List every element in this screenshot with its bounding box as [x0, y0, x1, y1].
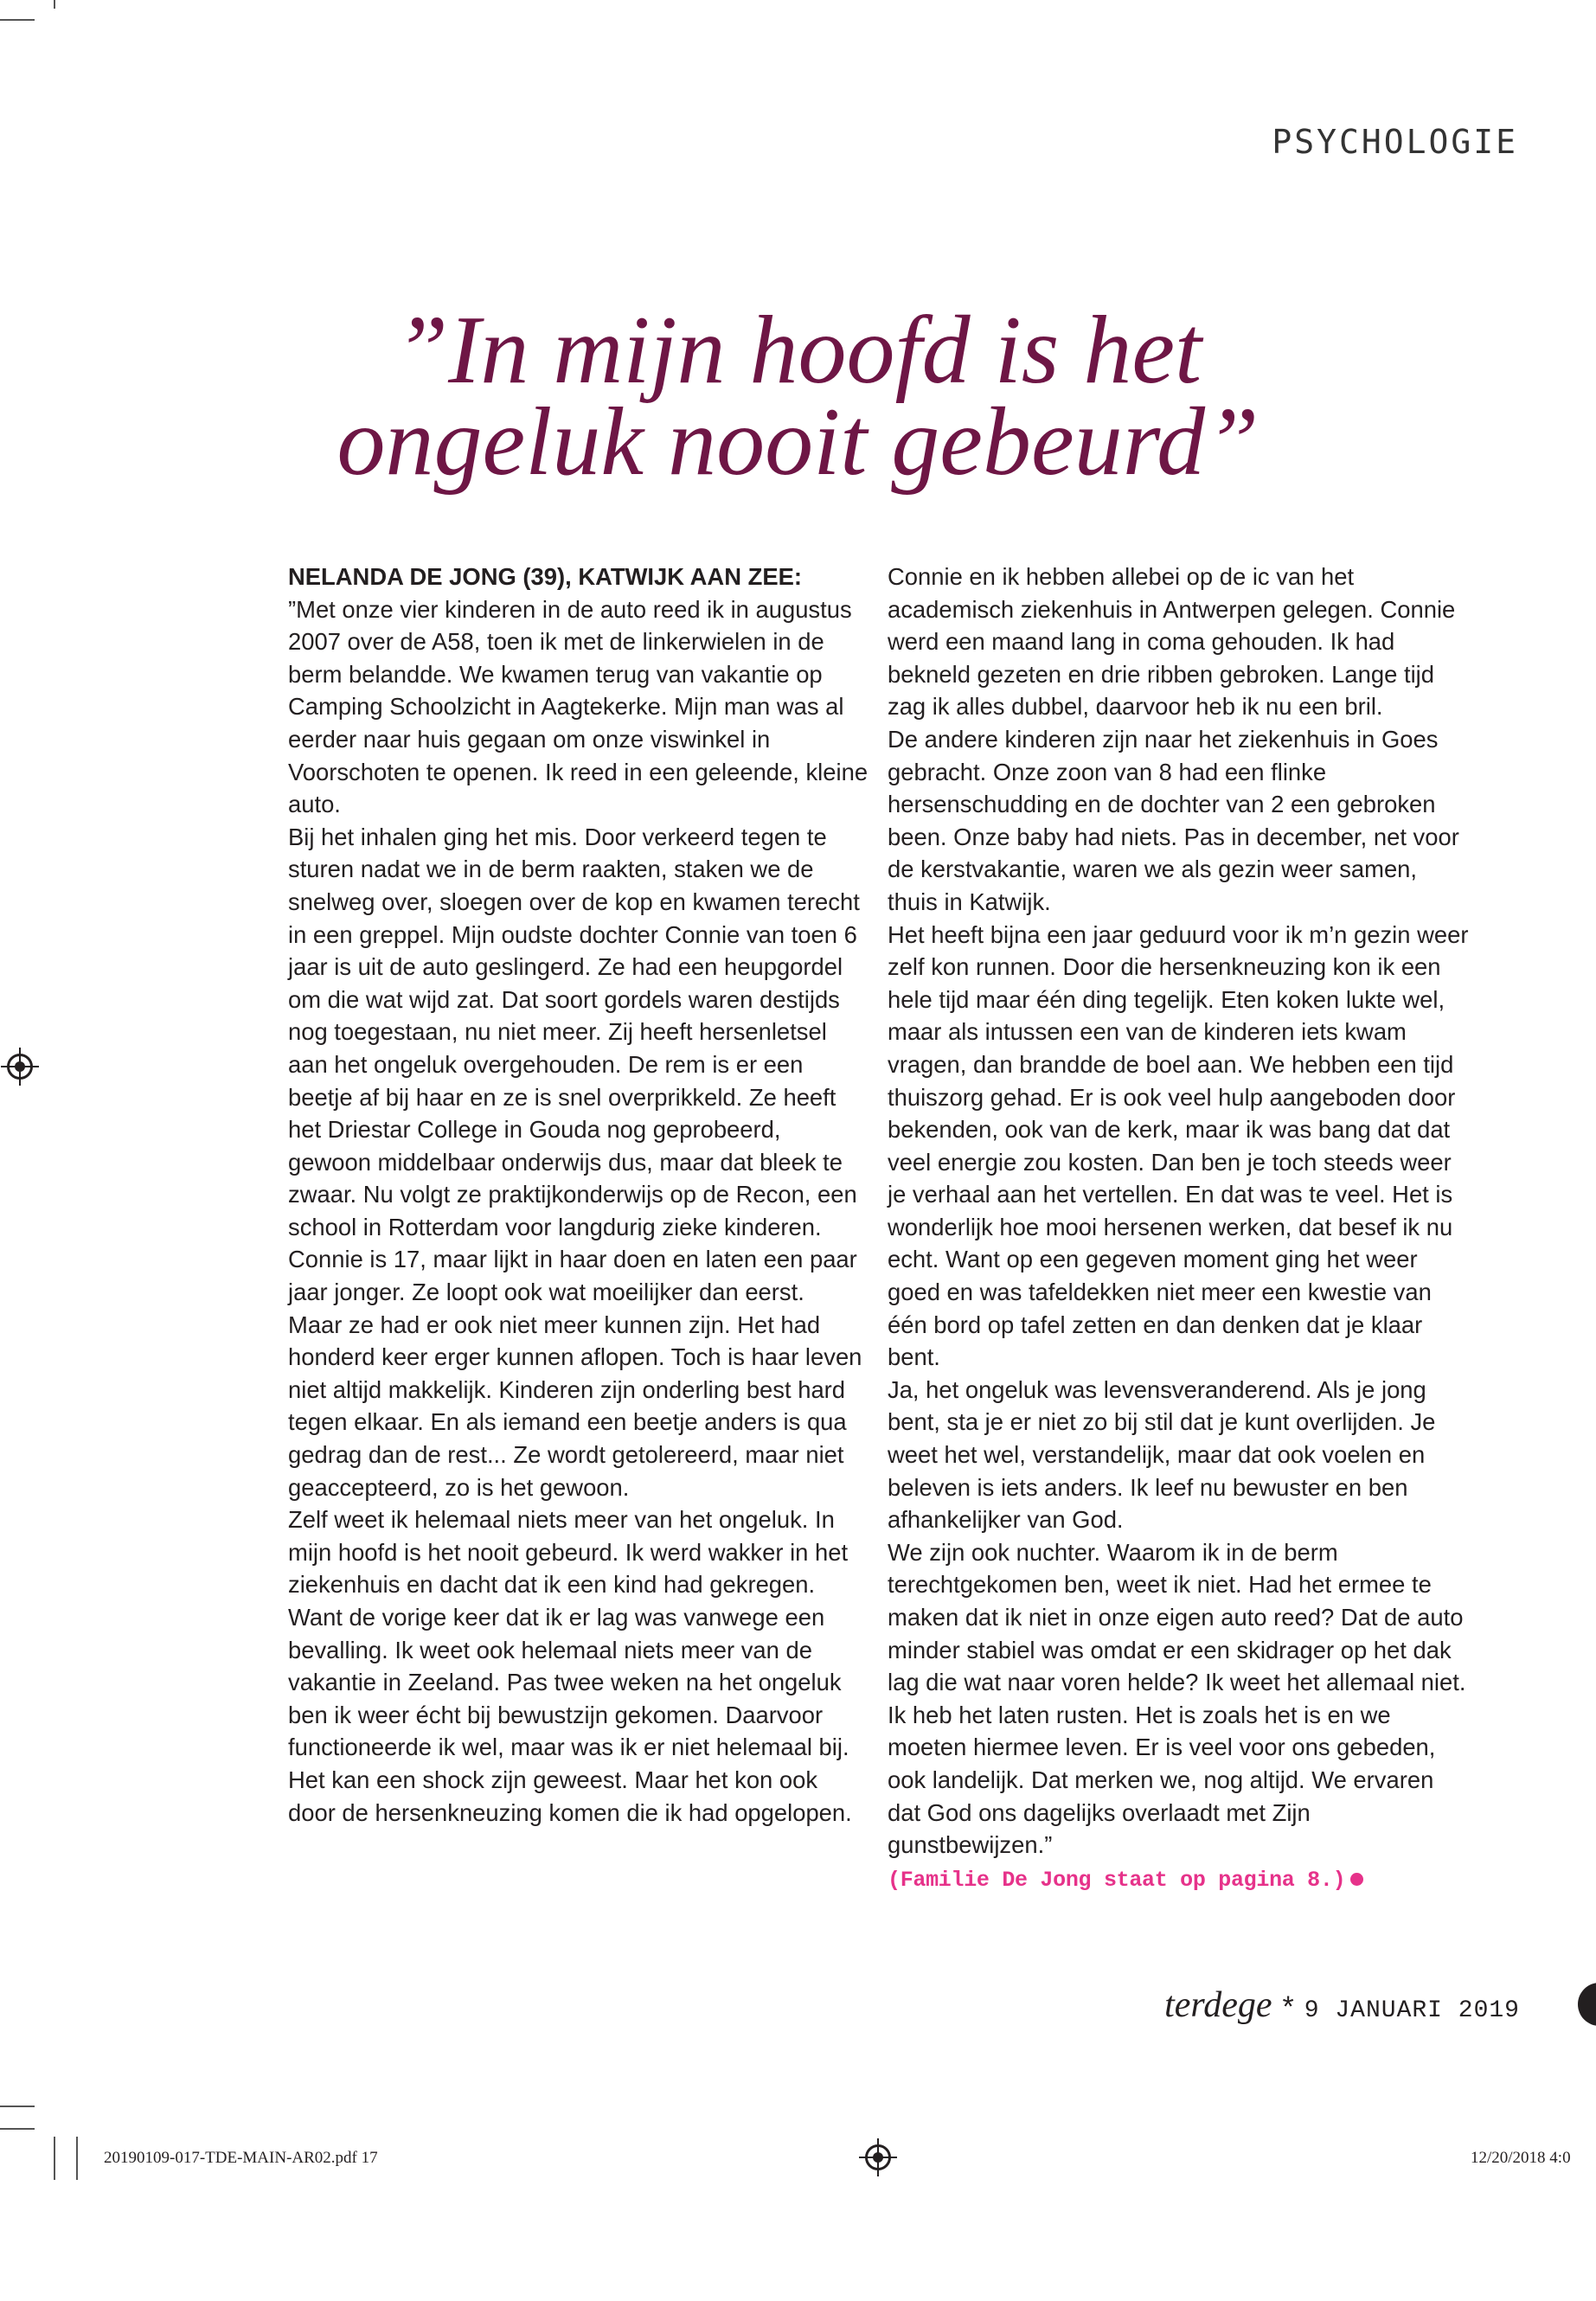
paragraph: Connie en ik hebben allebei op de ic van het academisch ziekenhuis in Antwerpen gelegen. Connie werd een maand lang in coma gehouden. Ik had bekneld gezeten en drie ribben gebroken. Lange tijd zag ik alles dubbel, daarvoor heb ik nu een bril. [888, 563, 1456, 721]
article-column-left [288, 561, 869, 1829]
paragraph: We zijn ook nuchter. Waarom ik in de berm terechtgekomen ben, weet ik niet. Had het ermee te maken dat ik niet in onze eigen auto reed? Dat de auto minder stabiel was omdat er een skidrager op het dak lag die wat naar voren helde? Ik weet het allemaal niet. Ik heb het laten rusten. Het is zoals het is en we moeten hiermee leven. Er is veel voor ons gebeden, ook landelijk. Dat merken we, nog altijd. We ervaren dat God ons dagelijks overlaadt met Zijn gunstbewijzen.” [888, 1538, 1466, 1859]
paragraph: De andere kinderen zijn naar het ziekenhuis in Goes gebracht. Onze zoon van 8 had een flinke hersenschudding en de dochter van 2 een gebroken been. Onze baby had niets. Pas in december, net voor de kerstvakantie, waren we als gezin weer samen, thuis in Katwijk. [888, 725, 1459, 915]
slug-datetime: 12/20/2018 4:0 [1471, 2149, 1571, 2167]
footer-date: 9 JANUARI 2019 [1304, 1997, 1520, 2024]
paragraph: Het heeft bijna een jaar geduurd voor ik m’n gezin weer zelf kon runnen. Door die hersenkneuzing kon ik een hele tijd maar één ding tegelijk. Eten koken lukte wel, maar als intussen een van de kinderen iets kwam vragen, dan brandde de boel aan. We hebben een tijd thuiszorg gehad. Er is ook veel hulp aangeboden door bekenden, ook van de kerk, maar ik was bang dat dat veel energie zou kosten. Dan ben je toch steeds weer je verhaal aan het vertellen. En dat was te veel. Het is wonderlijk hoe mooi hersenen werken, dat besef ik nu echt. Want op een gegeven moment ging het weer goed en was tafeldekken niet meer een kwestie van één bord op tafel zetten en dan denken dat je klaar bent. [888, 920, 1469, 1371]
crop-mark [0, 2106, 35, 2107]
star-icon: * [1282, 1990, 1294, 2023]
article-column-right [888, 561, 1469, 1896]
page-number-tab [1578, 1983, 1596, 2026]
crop-mark [0, 19, 35, 21]
crop-mark [0, 2128, 35, 2130]
crop-mark [54, 0, 55, 9]
page-footer [1164, 1984, 1520, 2026]
paragraph: Maar ze had er ook niet meer kunnen zijn. Het had honderd keer erger kunnen aflopen. Toch is haar leven niet altijd makkelijk. Kinderen zijn onderling best hard tegen elkaar. En als iemand een beetje anders is qua gedrag dan de rest... Ze wordt getolereerd, maar niet geaccepteerd, zo is het gewoon. [288, 1311, 862, 1501]
paragraph: ”Met onze vier kinderen in de auto reed ik in augustus 2007 over de A58, toen ik met de linkerwielen in de berm belandde. We kwamen terug van vakantie op Camping Schoolzicht in Aagtekerke. Mijn man was al eerder naar huis gegaan om onze viswinkel in Voorschoten te openen. Ik reed in een geleende, kleine auto. [288, 595, 869, 818]
footer-brand: terdege [1164, 1985, 1272, 2025]
headline-line: ”In mijn hoofd is het [394, 297, 1202, 404]
paragraph: Ja, het ongeluk was levensveranderend. Als je jong bent, sta je er niet zo bij stil dat je kunt overlijden. Je weet het wel, verstandelijk, maar dat ook voelen en beleven is iets anders. Ik leef nu bewuster en ben afhankelijker van God. [888, 1375, 1436, 1534]
headline [0, 297, 1596, 496]
crop-mark [76, 2137, 78, 2180]
paragraph: Bij het inhalen ging het mis. Door verkeerd tegen te sturen nadat we in de berm raakten, staken we de snelweg over, sloegen over de kop en kwamen terecht in een greppel. Mijn oudste dochter Connie van toen 6 jaar is uit de auto geslingerd. Ze had een heupgordel om die wat wijd zat. Dat soort gordels waren destijds nog toegestaan, nu niet meer. Zij heeft hersenletsel aan het ongeluk overgehouden. De rem is er een beetje af bij haar en ze is snel overprikkeld. Ze heeft het Driestar College in Gouda nog geprobeerd, gewoon middelbaar onderwijs dus, maar dat bleek te zwaar. Nu volgt ze praktijkonderwijs op de Recon, een school in Rotterdam voor langdurig zieke kinderen. Connie is 17, maar lijkt in haar doen en laten een paar jaar jonger. Ze loopt ook wat moeilijker dan eerst. [288, 823, 860, 1306]
credit-text: (Familie De Jong staat op pagina 8.) [888, 1867, 1346, 1893]
lead-name: NELANDA DE JONG (39), KATWIJK AAN ZEE: [288, 563, 802, 590]
section-label: PSYCHOLOGIE [1272, 123, 1518, 161]
slug-file: 20190109-017-TDE-MAIN-AR02.pdf 17 [104, 2149, 378, 2167]
credit-line [888, 1862, 1469, 1897]
registration-mark-icon [865, 2144, 891, 2170]
headline-line: ongeluk nooit gebeurd” [337, 388, 1259, 496]
end-dot-icon [1350, 1873, 1363, 1886]
crop-mark [54, 2137, 55, 2180]
paragraph: Zelf weet ik helemaal niets meer van het ongeluk. In mijn hoofd is het nooit gebeurd. Ik werd wakker in het ziekenhuis en dacht dat ik een kind had gekregen. Want de vorige keer dat ik er lag was vanwege een bevalling. Ik weet ook helemaal niets meer van de vakantie in Zeeland. Pas twee weken na het ongeluk ben ik weer écht bij bewustzijn gekomen. Daarvoor functioneerde ik wel, maar was ik er niet helemaal bij. Het kan een shock zijn geweest. Maar het kon ook door de hersenkneuzing komen die ik had opgelopen. [288, 1506, 852, 1826]
registration-mark-icon [7, 1054, 33, 1080]
